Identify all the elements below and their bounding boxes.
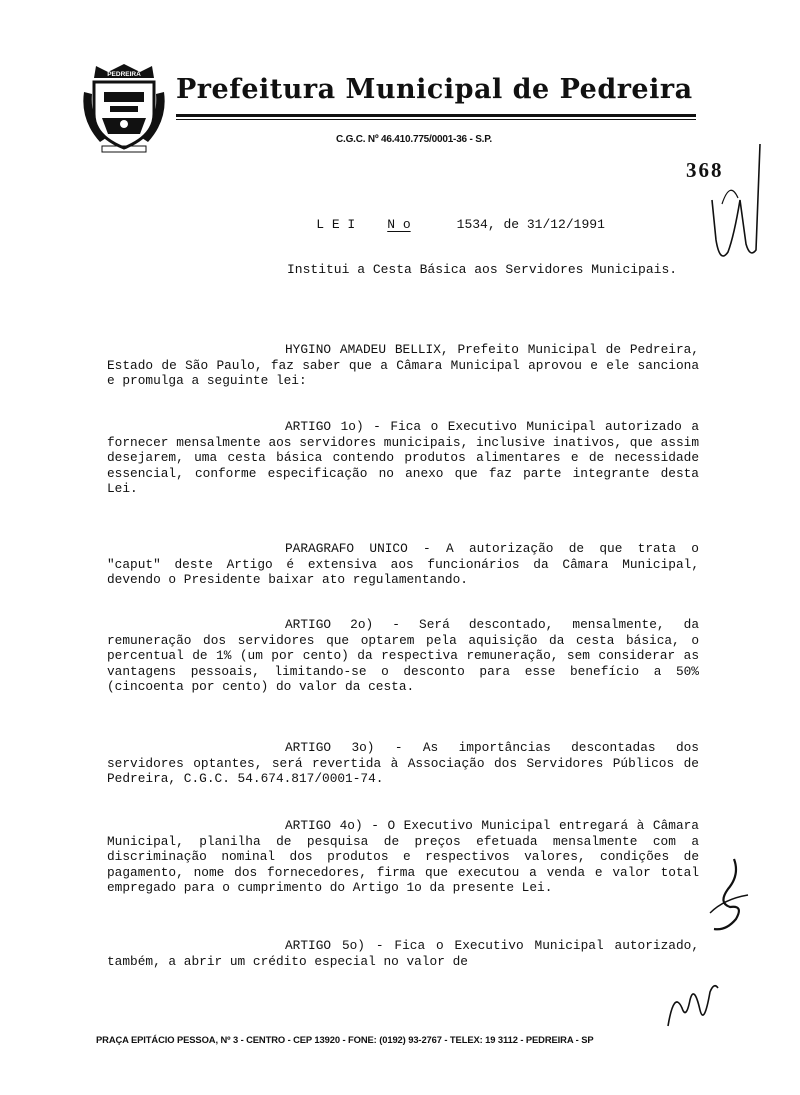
margin-signature-mark (700, 140, 770, 270)
letterhead-title: Prefeitura Municipal de Pedreira (176, 74, 693, 105)
law-label: L E I (316, 217, 356, 232)
law-number-date: 1534, de 31/12/1991 (456, 217, 605, 232)
article-1-paragraph: ARTIGO 1o) - Fica o Executivo Municipal autorizado a fornecer mensalmente aos servidores municipais, inclusive inativos, que assim desejarem, uma cesta básica contendo produtos alimentares e de necessidade essencial, conforme especificação no anexo que faz parte integrante desta Lei. (107, 419, 699, 497)
municipal-crest-icon (80, 62, 168, 154)
law-number-label: N o (387, 217, 411, 232)
margin-initials-mark (700, 855, 760, 935)
letterhead-cgc: C.G.C. Nº 46.410.775/0001-36 - S.P. (336, 134, 493, 145)
folio-number: 368 (686, 158, 724, 182)
letterhead-rule-thin (176, 119, 696, 120)
article-3-paragraph: ARTIGO 3o) - As importâncias descontadas dos servidores optantes, será revertida à Associação dos Servidores Públicos de Pedreira, C.G.C. 54.674.817/0001-74. (107, 740, 699, 787)
preamble-paragraph: HYGINO AMADEU BELLIX, Prefeito Municipal de Pedreira, Estado de São Paulo, faz saber que a Câmara Municipal aprovou e ele sanciona e promulga a seguinte lei: (107, 342, 699, 389)
crest-banner-text: PEDREIRA (107, 71, 141, 78)
letterhead-rule (176, 114, 696, 117)
sole-paragraph: PARAGRAFO UNICO - A autorização de que trata o "caput" deste Artigo é extensiva aos funcionários da Câmara Municipal, devendo o Presidente baixar ato regulamentando. (107, 541, 699, 588)
law-heading (285, 202, 605, 247)
article-5-paragraph: ARTIGO 5o) - Fica o Executivo Municipal autorizado, também, a abrir um crédito especial no valor de (107, 938, 699, 969)
article-4-paragraph: ARTIGO 4o) - O Executivo Municipal entregará à Câmara Municipal, planilha de pesquisa de preços efetuada mensalmente com a discriminação nominal dos produtos e respectivos valores, condições de pagamento, nome dos fornecedores, firma que executou a venda e valor total empregado para o cumprimento do Artigo 1o da presente Lei. (107, 818, 699, 896)
bottom-signature-mark (660, 980, 730, 1030)
law-ementa: Institui a Cesta Básica aos Servidores Municipais. (287, 262, 678, 277)
article-2-paragraph: ARTIGO 2o) - Será descontado, mensalmente, da remuneração dos servidores que optarem pela aquisição da cesta básica, o percentual de 1% (um por cento) da respectiva remuneração, sem considerar as vantagens pessoais, limitando-se o desconto para esse benefício a 50% (cincoenta por cento) do valor da cesta. (107, 617, 699, 695)
letterhead-footer: PRAÇA EPITÁCIO PESSOA, Nº 3 - CENTRO - CEP 13920 - FONE: (0192) 93-2767 - TELEX: 19 3112 - PEDREIRA - SP (96, 1034, 594, 1045)
